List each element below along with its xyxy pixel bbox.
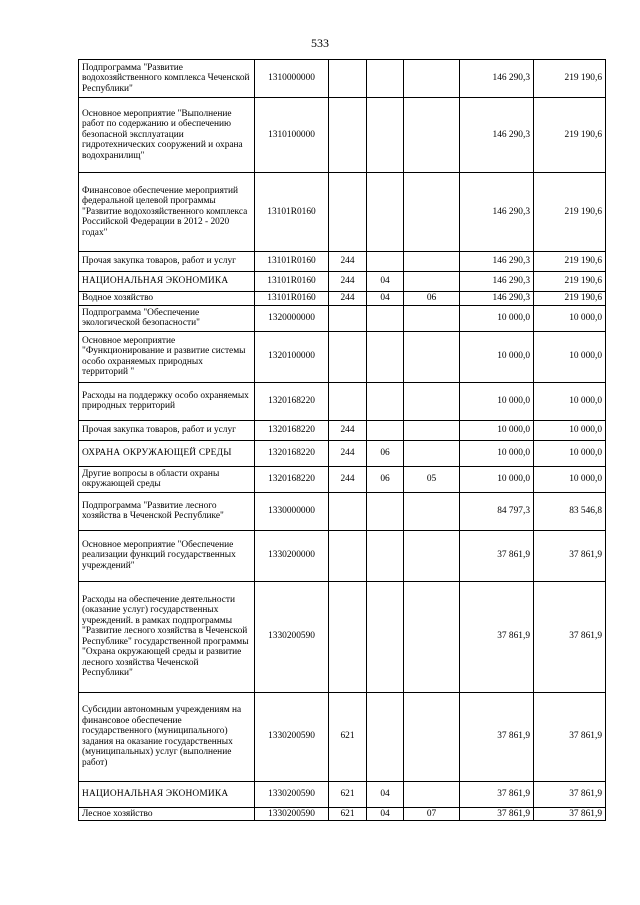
amount-year2-cell: 37 861,9: [534, 692, 606, 781]
section-cell: [367, 581, 404, 692]
table-row: [79, 272, 606, 292]
table-row: [79, 252, 606, 272]
section-cell: 04: [367, 272, 404, 292]
target-code-cell: 1330200590: [255, 692, 329, 781]
section-cell: 04: [367, 292, 404, 306]
expense-type-cell: 244: [329, 292, 367, 306]
item-name-cell: Прочая закупка товаров, работ и услуг: [79, 252, 255, 272]
subsection-cell: [404, 492, 460, 530]
section-cell: [367, 492, 404, 530]
amount-year1-cell: 37 861,9: [460, 781, 534, 807]
subsection-cell: [404, 173, 460, 252]
budget-table-body: [79, 60, 606, 821]
table-row: [79, 440, 606, 466]
item-name-cell: Водное хозяйство: [79, 292, 255, 306]
target-code-cell: 1320168220: [255, 382, 329, 420]
amount-year1-cell: 146 290,3: [460, 292, 534, 306]
subsection-cell: [404, 581, 460, 692]
amount-year2-cell: 83 546,8: [534, 492, 606, 530]
expense-type-cell: 244: [329, 252, 367, 272]
amount-year1-cell: 10 000,0: [460, 440, 534, 466]
budget-table: [78, 59, 606, 821]
target-code-cell: 1310100000: [255, 98, 329, 173]
target-code-cell: 13101R0160: [255, 292, 329, 306]
item-name-cell: Основное мероприятие "Функционирование и развитие системы особо охраняемых природных территорий ": [79, 331, 255, 382]
amount-year1-cell: 146 290,3: [460, 252, 534, 272]
subsection-cell: [404, 60, 460, 98]
item-name-cell: Основное мероприятие "Обеспечение реализации функций государственных учреждений": [79, 530, 255, 581]
subsection-cell: [404, 272, 460, 292]
amount-year1-cell: 10 000,0: [460, 331, 534, 382]
amount-year1-cell: 37 861,9: [460, 530, 534, 581]
table-row: [79, 60, 606, 98]
amount-year1-cell: 146 290,3: [460, 173, 534, 252]
table-row: [79, 292, 606, 306]
target-code-cell: 1320168220: [255, 466, 329, 492]
amount-year2-cell: 219 190,6: [534, 292, 606, 306]
item-name-cell: Лесное хозяйство: [79, 807, 255, 821]
table-row: [79, 173, 606, 252]
section-cell: [367, 331, 404, 382]
subsection-cell: 07: [404, 807, 460, 821]
subsection-cell: 05: [404, 466, 460, 492]
section-cell: 04: [367, 781, 404, 807]
expense-type-cell: [329, 331, 367, 382]
subsection-cell: [404, 305, 460, 331]
table-row: [79, 807, 606, 821]
subsection-cell: [404, 692, 460, 781]
amount-year1-cell: 10 000,0: [460, 466, 534, 492]
table-row: [79, 581, 606, 692]
target-code-cell: 1320000000: [255, 305, 329, 331]
subsection-cell: [404, 420, 460, 440]
item-name-cell: Субсидии автономным учреждениям на финансовое обеспечение государственного (муниципального) задания на оказание государственных (муниципальных) услуг (выполнение работ): [79, 692, 255, 781]
subsection-cell: [404, 440, 460, 466]
expense-type-cell: [329, 530, 367, 581]
subsection-cell: [404, 530, 460, 581]
amount-year1-cell: 146 290,3: [460, 98, 534, 173]
target-code-cell: 13101R0160: [255, 173, 329, 252]
expense-type-cell: 621: [329, 807, 367, 821]
table-row: [79, 305, 606, 331]
table-row: [79, 492, 606, 530]
target-code-cell: 1330200590: [255, 807, 329, 821]
expense-type-cell: [329, 173, 367, 252]
amount-year1-cell: 37 861,9: [460, 807, 534, 821]
section-cell: 04: [367, 807, 404, 821]
expense-type-cell: [329, 492, 367, 530]
expense-type-cell: [329, 305, 367, 331]
expense-type-cell: 244: [329, 420, 367, 440]
section-cell: [367, 173, 404, 252]
section-cell: [367, 305, 404, 331]
section-cell: [367, 530, 404, 581]
table-row: [79, 98, 606, 173]
target-code-cell: 1320168220: [255, 440, 329, 466]
amount-year1-cell: 146 290,3: [460, 272, 534, 292]
amount-year1-cell: 37 861,9: [460, 581, 534, 692]
amount-year2-cell: 219 190,6: [534, 272, 606, 292]
amount-year2-cell: 10 000,0: [534, 420, 606, 440]
item-name-cell: Финансовое обеспечение мероприятий федеральной целевой программы "Развитие водохозяйственного комплекса Российской Федерации в 2012 - 2020 годах": [79, 173, 255, 252]
expense-type-cell: 621: [329, 692, 367, 781]
amount-year1-cell: 10 000,0: [460, 420, 534, 440]
item-name-cell: Расходы на поддержку особо охраняемых природных территорий: [79, 382, 255, 420]
amount-year2-cell: 219 190,6: [534, 60, 606, 98]
section-cell: [367, 98, 404, 173]
amount-year1-cell: 146 290,3: [460, 60, 534, 98]
section-cell: [367, 60, 404, 98]
amount-year2-cell: 10 000,0: [534, 305, 606, 331]
target-code-cell: 1330200000: [255, 530, 329, 581]
amount-year2-cell: 37 861,9: [534, 530, 606, 581]
page-number: 533: [311, 36, 329, 50]
subsection-cell: [404, 382, 460, 420]
item-name-cell: ОХРАНА ОКРУЖАЮЩЕЙ СРЕДЫ: [79, 440, 255, 466]
amount-year2-cell: 219 190,6: [534, 98, 606, 173]
expense-type-cell: 244: [329, 466, 367, 492]
amount-year2-cell: 219 190,6: [534, 173, 606, 252]
target-code-cell: 1310000000: [255, 60, 329, 98]
item-name-cell: Подпрограмма "Развитие водохозяйственного комплекса Чеченской Республики": [79, 60, 255, 98]
target-code-cell: 13101R0160: [255, 252, 329, 272]
expense-type-cell: [329, 60, 367, 98]
expense-type-cell: [329, 382, 367, 420]
subsection-cell: [404, 781, 460, 807]
table-row: [79, 530, 606, 581]
amount-year2-cell: 37 861,9: [534, 581, 606, 692]
target-code-cell: 1330000000: [255, 492, 329, 530]
table-row: [79, 466, 606, 492]
item-name-cell: Расходы на обеспечение деятельности (оказание услуг) государственных учреждений. в рамках подпрограммы "Развитие лесного хозяйства в Чеченской Республике" государственной программы "Охрана окружающей среды и развитие лесного хозяйства Чеченской Республики": [79, 581, 255, 692]
section-cell: [367, 420, 404, 440]
section-cell: [367, 382, 404, 420]
amount-year2-cell: 10 000,0: [534, 466, 606, 492]
amount-year2-cell: 10 000,0: [534, 331, 606, 382]
item-name-cell: Подпрограмма "Обеспечение экологической безопасности": [79, 305, 255, 331]
expense-type-cell: 244: [329, 440, 367, 466]
item-name-cell: Основное мероприятие "Выполнение работ по содержанию и обеспечению безопасной эксплуатации гидротехнических сооружений и охрана водохранилищ": [79, 98, 255, 173]
amount-year2-cell: 10 000,0: [534, 382, 606, 420]
item-name-cell: НАЦИОНАЛЬНАЯ ЭКОНОМИКА: [79, 272, 255, 292]
section-cell: 06: [367, 466, 404, 492]
subsection-cell: 06: [404, 292, 460, 306]
section-cell: [367, 252, 404, 272]
amount-year1-cell: 10 000,0: [460, 305, 534, 331]
expense-type-cell: [329, 581, 367, 692]
item-name-cell: Прочая закупка товаров, работ и услуг: [79, 420, 255, 440]
amount-year2-cell: 37 861,9: [534, 807, 606, 821]
subsection-cell: [404, 331, 460, 382]
item-name-cell: Другие вопросы в области охраны окружающей среды: [79, 466, 255, 492]
amount-year1-cell: 84 797,3: [460, 492, 534, 530]
target-code-cell: 1330200590: [255, 581, 329, 692]
target-code-cell: 1320100000: [255, 331, 329, 382]
expense-type-cell: 244: [329, 272, 367, 292]
table-row: [79, 420, 606, 440]
target-code-cell: 1330200590: [255, 781, 329, 807]
expense-type-cell: 621: [329, 781, 367, 807]
subsection-cell: [404, 98, 460, 173]
amount-year2-cell: 37 861,9: [534, 781, 606, 807]
amount-year1-cell: 10 000,0: [460, 382, 534, 420]
table-row: [79, 382, 606, 420]
item-name-cell: НАЦИОНАЛЬНАЯ ЭКОНОМИКА: [79, 781, 255, 807]
amount-year1-cell: 37 861,9: [460, 692, 534, 781]
table-row: [79, 331, 606, 382]
target-code-cell: 13101R0160: [255, 272, 329, 292]
section-cell: [367, 692, 404, 781]
target-code-cell: 1320168220: [255, 420, 329, 440]
section-cell: 06: [367, 440, 404, 466]
table-row: [79, 692, 606, 781]
amount-year2-cell: 219 190,6: [534, 252, 606, 272]
subsection-cell: [404, 252, 460, 272]
expense-type-cell: [329, 98, 367, 173]
table-row: [79, 781, 606, 807]
amount-year2-cell: 10 000,0: [534, 440, 606, 466]
item-name-cell: Подпрограмма "Развитие лесного хозяйства в Чеченской Республике": [79, 492, 255, 530]
